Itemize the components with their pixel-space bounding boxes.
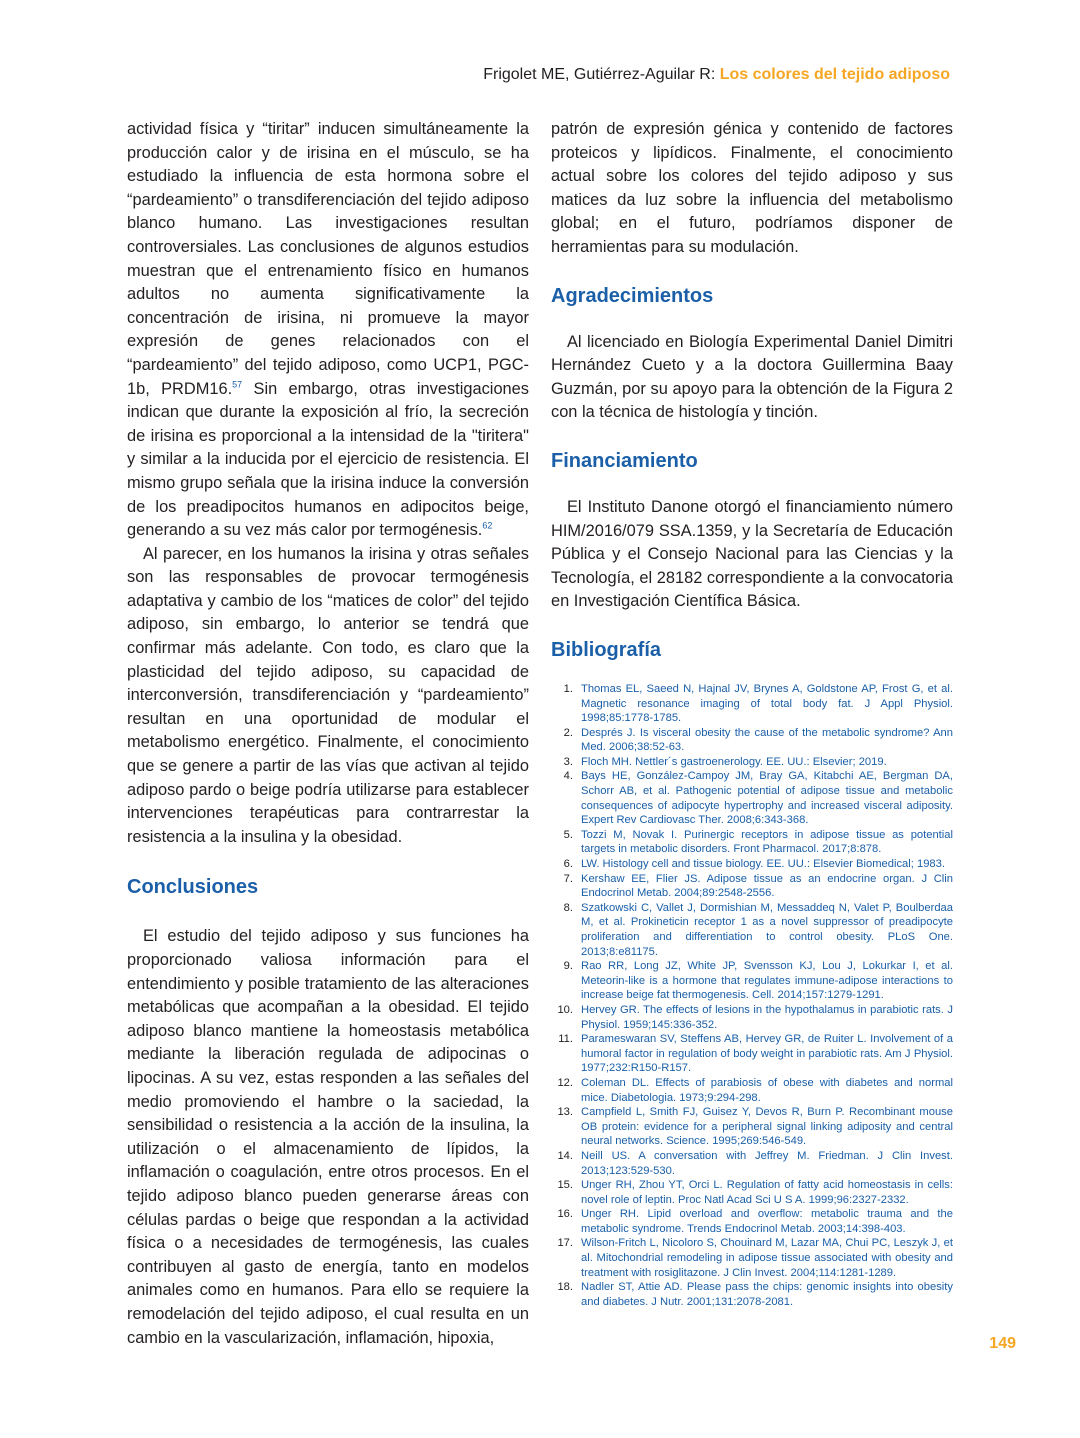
paragraph: Al parecer, en los humanos la irisina y otras señales son las responsables de provocar termogénesis adaptativa y cambio de los “matices de color” del tejido adiposo, sin embargo, lo anterior se tendrá que confirmar más adelante. Con todo, es claro que la plasticidad del tejido adiposo, su capacidad de interconversión, transdiferenciación y “pardeamiento” resultan en una oportunidad de modular el metabolismo energético. Finalmente, el conocimiento que se genere a partir de las vías que activan al tejido adiposo pardo o beige podría utilizarse para establecer intervenciones terapéuticas para contrarrestar la resistencia a la insulina y la obesidad.	[127, 544, 529, 846]
left-column	[127, 118, 529, 1350]
bibliography-entry[interactable]	[551, 1149, 953, 1178]
reference-number: 15.	[557, 1179, 573, 1192]
reference-text: Neill US. A conversation with Jeffrey M. Friedman. J Clin Invest. 2013;123:529-530.	[581, 1149, 953, 1177]
reference-number: 4.	[563, 770, 573, 783]
reference-text: Kershaw EE, Flier JS. Adipose tissue as an endocrine organ. J Clin Endocrinol Metab. 2004;89:2548-2556.	[581, 872, 953, 900]
header-title: Los colores del tejido adiposo	[719, 66, 950, 83]
reference-text: Coleman DL. Effects of parabiosis of obese with diabetes and normal mice. Diabetologia. 1973;9:294-298.	[581, 1076, 953, 1104]
paragraph: El estudio del tejido adiposo y sus funciones ha proporcionado valiosa información para el entendimiento y posible tratamiento de las alteraciones metabólicas que acompañan a la obesidad. El tejido adiposo blanco mantiene la homeostasis metabólica mediante la liberación regulada de adipocinas o lipocinas. A su vez, estas responden a las señales del medio promoviendo el hambre o la saciedad, la sensibilidad o resistencia a la acción de la insulina, la utilización o el almacenamiento de lípidos, la inflamación o coagulación, entre otros procesos. En el tejido adiposo blanco pueden generarse áreas con células pardas o beige que respondan a la actividad física o a necesidades de termogénesis, las cuales contribuyen al gasto de energía, tanto en modelos animales como en humanos. Para ello se requiere la remodelación del tejido adiposo, el cual resulta en un cambio en la vascularización, inflamación, hipoxia,	[127, 927, 529, 1347]
reference-text: Unger RH, Zhou YT, Orci L. Regulation of fatty acid homeostasis in cells: novel role of leptin. Proc Natl Acad Sci U S A. 1999;96:2327-2332.	[581, 1179, 953, 1206]
bibliography-entry[interactable]	[551, 1076, 953, 1105]
paragraph: patrón de expresión génica y contenido de factores proteicos y lipídicos. Finalmente, el conocimiento actual sobre los colores del tejido adiposo y sus matices da luz sobre la influencia del metabolismo global; en el futuro, podríamos disponer de herramientas para su modulación.	[551, 120, 953, 256]
reference-number: 8.	[563, 901, 573, 914]
reference-text: Hervey GR. The effects of lesions in the hypothalamus in parabiotic rats. J Physiol. 1959;145:336-352.	[581, 1003, 953, 1031]
bibliography-entry[interactable]	[551, 682, 953, 726]
reference-text: Rao RR, Long JZ, White JP, Svensson KJ, Lou J, Lokurkar I, et al. Meteorin-like is a hormone that regulates immune-adipose interactions to increase beige fat thermogenesis. Cell. 2014;157:1279-1291.	[581, 960, 953, 1002]
bibliography-entry[interactable]	[551, 1178, 953, 1207]
right-column	[551, 118, 953, 1309]
section-heading-financiamiento: Financiamiento	[551, 449, 698, 472]
reference-text: Floch MH. Nettler´s gastroenerology. EE. UU.: Elsevier; 2019.	[581, 755, 887, 768]
paragraph: Al licenciado en Biología Experimental Daniel Dimitri Hernández Cueto y a la doctora Guillermina Baay Guzmán, por su apoyo para la obtención de la Figura 2 con la técnica de histología y tinción.	[551, 332, 953, 422]
reference-text: Tozzi M, Novak I. Purinergic receptors in adipose tissue as potential targets in metabolic disorders. Front Pharmacol. 2017;8:878.	[581, 828, 953, 856]
section-heading-conclusiones: Conclusiones	[127, 876, 259, 899]
reference-number: 9.	[563, 960, 573, 973]
reference-text: Wilson-Fritch L, Nicoloro S, Chouinard M, Lazar MA, Chui PC, Leszyk J, et al. Mitochondrial remodeling in adipose tissue associated with obesity and treatment with rosiglitazone. J Clin Invest. 2004;114:1281-1289.	[581, 1237, 953, 1279]
paragraph-text: actividad física y “tiritar” inducen simultáneamente la producción calor y de irisina en el músculo, se ha estudiado la influencia de esta hormona sobre el “pardeamiento” o transdiferenciación del tejido adiposo blanco humano. Las investigaciones resultan controversiales. Las conclusiones de algunos estudios muestran que el entrenamiento físico en humanos adultos no aumenta significativamente la concentración de irisina, ni promueve la mayor expresión de genes relacionados con el “pardeamiento” del tejido adiposo, como UCP1, PGC-1b, PRDM16.	[127, 120, 529, 398]
reference-text: Szatkowski C, Vallet J, Dormishian M, Messaddeq N, Valet P, Boulberdaa M, et al. Prokineticin receptor 1 as a novel suppressor of preadipocyte proliferation and differentiation to control obesity. PLoS One. 2013;8:e81175.	[581, 901, 953, 958]
bibliography-entry[interactable]	[551, 1003, 953, 1032]
header-authors: Frigolet ME, Gutiérrez-Aguilar R:	[483, 66, 720, 83]
reference-number: 1.	[563, 682, 573, 695]
bibliography-entry[interactable]	[551, 755, 953, 770]
bibliography-entry[interactable]	[551, 769, 953, 827]
reference-text: Thomas EL, Saeed N, Hajnal JV, Brynes A, Goldstone AP, Frost G, et al. Magnetic resonance imaging of total body fat. J Appl Physiol. 1998;85:1778-1785.	[581, 682, 953, 725]
bibliography-entry[interactable]	[551, 1207, 953, 1236]
bibliography-list	[551, 682, 953, 1310]
reference-text: Després J. Is visceral obesity the cause of the metabolic syndrome? Ann Med. 2006;38:52-63.	[581, 726, 953, 754]
bibliography-entry[interactable]	[551, 872, 953, 901]
reference-number: 12.	[557, 1076, 573, 1089]
citation-ref[interactable]: 62	[482, 520, 493, 531]
reference-number: 3.	[563, 755, 573, 768]
reference-number: 2.	[563, 726, 573, 739]
reference-number: 11.	[558, 1033, 573, 1046]
reference-text: Unger RH. Lipid overload and overflow: metabolic trauma and the metabolic syndrome. Trends Endocrinol Metab. 2003;14:398-403.	[581, 1208, 953, 1235]
reference-number: 13.	[557, 1106, 573, 1119]
paragraph	[127, 118, 529, 543]
bibliography-entry[interactable]	[551, 1236, 953, 1280]
bibliography-entry[interactable]	[551, 1280, 953, 1309]
reference-number: 17.	[557, 1237, 573, 1250]
reference-text: Parameswaran SV, Steffens AB, Hervey GR, de Ruiter L. Involvement of a humoral factor in regulation of body weight in parabiotic rats. Am J Physiol. 1977;232:R150-R157.	[581, 1033, 953, 1075]
bibliography-entry[interactable]	[551, 726, 953, 755]
reference-number: 10.	[557, 1003, 573, 1016]
reference-number: 14.	[557, 1149, 573, 1162]
reference-number: 18.	[557, 1281, 573, 1294]
reference-number: 16.	[557, 1208, 573, 1221]
paragraph-text: Sin embargo, otras investigaciones indican que durante la exposición al frío, la secreción de irisina es proporcional a la intensidad de la "tiritera" y similar a la inducida por el ejercicio de resistencia. El mismo grupo señala que la irisina induce la conversión de los preadipocitos humanos en adipocitos beige, generando a su vez más calor por termogénesis.	[127, 379, 529, 540]
page-number: 149	[989, 1335, 1016, 1352]
bibliography-entry[interactable]	[551, 959, 953, 1003]
bibliography-entry[interactable]	[551, 901, 953, 959]
bibliography-entry[interactable]	[551, 857, 953, 872]
reference-number: 7.	[563, 872, 573, 885]
reference-text: Nadler ST, Attie AD. Please pass the chips: genomic insights into obesity and diabetes. J Nutr. 2001;131:2078-2081.	[581, 1281, 953, 1308]
bibliography-entry[interactable]	[551, 828, 953, 857]
running-header	[483, 66, 950, 84]
section-heading-agradecimientos: Agradecimientos	[551, 284, 714, 307]
reference-text: Campfield L, Smith FJ, Guisez Y, Devos R, Burn P. Recombinant mouse OB protein: evidence for a peripheral signal linking adiposity and central neural networks. Science. 1995;269:546-549.	[581, 1106, 953, 1148]
paragraph: El Instituto Danone otorgó el financiamiento número HIM/2016/079 SSA.1359, y la Secretaría de Educación Pública y el Consejo Nacional para las Ciencias y la Tecnología, el 28182 correspondiente a la convocatoria en Investigación Científica Básica.	[551, 497, 953, 611]
reference-number: 6.	[563, 858, 573, 871]
reference-number: 5.	[563, 828, 573, 841]
section-heading-bibliografia: Bibliografía	[551, 638, 662, 661]
bibliography-entry[interactable]	[551, 1105, 953, 1149]
bibliography-entry[interactable]	[551, 1032, 953, 1076]
reference-text: LW. Histology cell and tissue biology. EE. UU.: Elsevier Biomedical; 1983.	[581, 858, 945, 871]
citation-ref[interactable]: 57	[232, 379, 243, 390]
reference-text: Bays HE, González-Campoy JM, Bray GA, Kitabchi AE, Bergman DA, Schorr AB, et al. Pathogenic potential of adipose tissue and metabolic consequences of adipocyte hypertrophy and increased visceral adiposity. Expert Rev Cardiovasc Ther. 2008;6:343-368.	[581, 770, 953, 827]
